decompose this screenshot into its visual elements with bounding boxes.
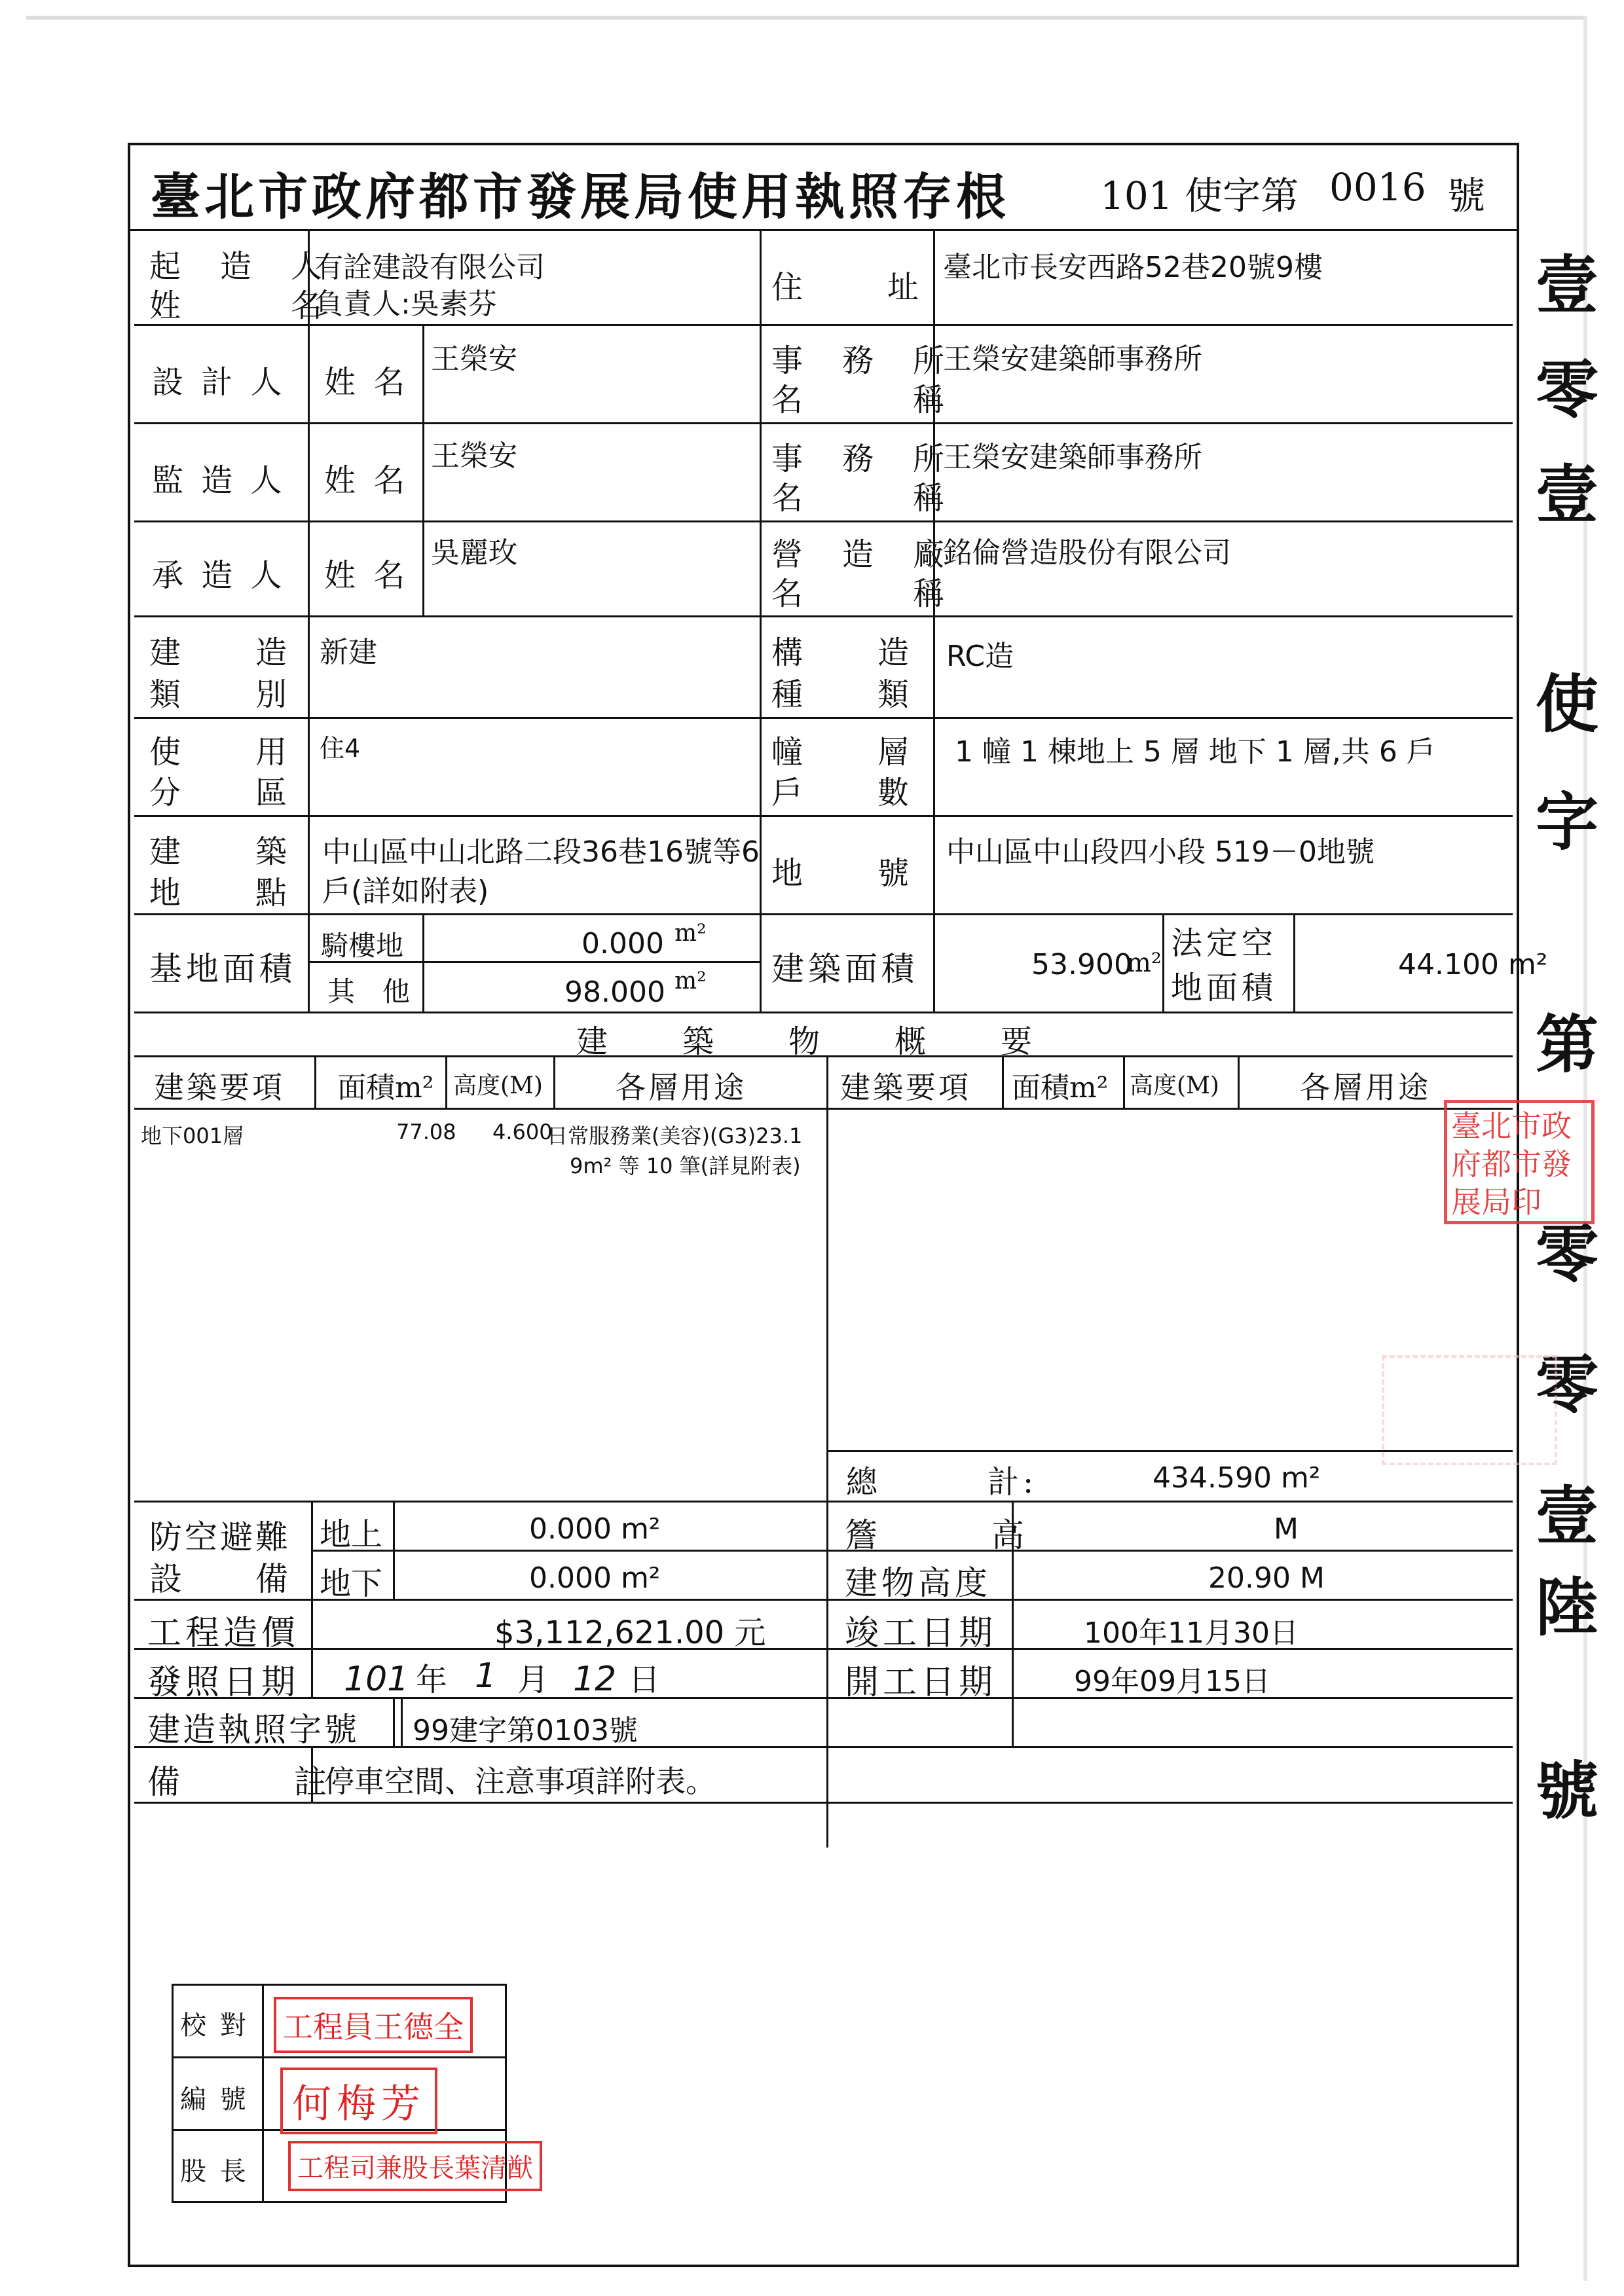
building-area-value: 53.900 — [1031, 948, 1132, 981]
ov-header-item: 建築要項 — [154, 1070, 285, 1105]
arcade-value: 0.000 — [581, 927, 664, 960]
building-height-label: 建物高度 — [845, 1564, 991, 1602]
issue-month: 1 — [475, 1656, 497, 1696]
row-divider — [134, 422, 1513, 424]
issue-label: 發照日期 — [147, 1663, 300, 1702]
sig-col — [262, 1984, 264, 2203]
building-height-value: 20.90 M — [1208, 1561, 1325, 1595]
designer-name-label: 姓 名 — [324, 364, 409, 401]
supervisor-office: 王榮安建築師事務所 — [943, 441, 1202, 474]
official-seal — [1444, 1100, 1595, 1224]
side-char: 零 — [1536, 1217, 1598, 1291]
overview-bottom — [134, 1501, 1513, 1503]
ov-col — [1002, 1055, 1004, 1108]
ov-row-height: 4.600 — [492, 1120, 553, 1144]
sig-row — [172, 2056, 507, 2058]
col-divider-a — [308, 229, 310, 1011]
other-label: 其 他 — [327, 975, 411, 1008]
scan-edge — [26, 16, 1585, 20]
site-area-label: 基地面積 — [149, 950, 296, 988]
issue-bottom — [134, 1697, 1513, 1699]
row-divider — [134, 717, 1513, 719]
side-char: 零 — [1536, 1348, 1598, 1422]
side-char: 陸 — [1536, 1571, 1598, 1645]
total-label: 總 計: — [846, 1464, 1038, 1501]
remarks-bottom — [134, 1802, 1513, 1804]
contractor-name: 吳麗玫 — [431, 536, 517, 570]
permit-col — [401, 1697, 403, 1746]
ov-row-use: 日常服務業(美容)(G3)23.1 — [547, 1123, 803, 1148]
side-char: 使 — [1536, 667, 1598, 741]
ov-row-floor: 地下001層 — [141, 1123, 244, 1148]
overview-divider — [134, 1055, 1513, 1057]
cost-bottom — [134, 1648, 1513, 1650]
other-value: 98.000 — [564, 975, 665, 1009]
contractor-factory: 銘倫營造股份有限公司 — [943, 536, 1231, 570]
ov-col — [553, 1055, 555, 1108]
ov-header-area-right: 面積m² — [1012, 1071, 1109, 1104]
construction-type-label: 建 造 — [149, 634, 291, 671]
row-divider — [134, 615, 1513, 617]
row-divider — [134, 913, 1513, 915]
structure-label: 種 類 — [771, 676, 913, 713]
supervisor-label: 監 造 人 — [152, 462, 286, 499]
faint-seal — [1382, 1355, 1557, 1465]
ov-header-item-right: 建築要項 — [840, 1070, 971, 1105]
owner-address: 臺北市長安西路52巷20號9樓 — [943, 251, 1323, 284]
contractor-label: 承 造 人 — [152, 557, 286, 594]
arcade-unit: m² — [674, 920, 707, 947]
ov-col-mid — [826, 1055, 828, 1501]
start-label: 開工日期 — [845, 1663, 997, 1702]
ov-col — [314, 1055, 316, 1108]
issue-day-unit: 日 — [629, 1662, 665, 1698]
remarks-value: 停車空間、注意事項詳附表。 — [324, 1764, 716, 1799]
sh-col — [826, 1501, 828, 1848]
chief-label: 股 長 — [180, 2157, 249, 2187]
sh-col — [393, 1697, 395, 1746]
ov-col — [445, 1055, 447, 1108]
eave-value: M — [1274, 1512, 1299, 1546]
supervisor-office-label: 名 稱 — [771, 480, 949, 517]
number-label: 編 號 — [180, 2085, 249, 2115]
zone-label: 分 區 — [149, 774, 291, 811]
area-col-open-b — [1293, 913, 1295, 1011]
units-label: 幢 層 — [771, 734, 913, 771]
open-space-label: 地面積 — [1171, 970, 1278, 1006]
structure-label: 構 造 — [771, 634, 913, 671]
side-char: 字 — [1536, 785, 1598, 859]
side-char: 壹 — [1536, 458, 1598, 532]
eave-label: 簷 高 — [845, 1516, 1028, 1554]
permit-number: 0016 — [1329, 165, 1426, 210]
ov-header-height-right: 高度(M) — [1130, 1072, 1219, 1099]
ov-row-area: 77.08 — [396, 1120, 456, 1144]
form-title: 臺北市政府都市發展局使用執照存根 — [151, 168, 1010, 226]
row-divider — [134, 1011, 1513, 1013]
arcade-label: 騎樓地 — [321, 930, 404, 962]
side-char: 壹 — [1536, 248, 1598, 322]
overview-header-divider — [134, 1108, 1513, 1110]
total-value: 434.590 m² — [1153, 1461, 1321, 1495]
permit-value: 99建字第0103號 — [413, 1714, 638, 1747]
address-label-b: 址 — [887, 269, 923, 306]
issue-day: 12 — [573, 1660, 617, 1699]
overview-title: 建 築 物 概 要 — [576, 1023, 1037, 1060]
shelter-above-label: 地上 — [320, 1516, 383, 1553]
col-divider-name — [422, 324, 424, 615]
location-label: 建 築 — [149, 833, 291, 870]
shelter-label: 設 備 — [149, 1560, 291, 1598]
supervisor-office-label: 事 務 所 — [771, 441, 949, 477]
owner-label-name: 姓 名 — [149, 287, 327, 324]
owner-company: 有詮建設有限公司 — [314, 251, 545, 284]
construction-type-label: 類 別 — [149, 676, 291, 713]
structure-type: RC造 — [946, 640, 1014, 673]
designer-office-label: 名 稱 — [771, 382, 949, 418]
remarks-label: 備 註 — [147, 1763, 331, 1801]
location-value-1: 中山區中山北路二段36巷16號等6 — [322, 835, 760, 869]
open-space-label: 法定空 — [1171, 925, 1278, 962]
units-value: 1 幢 1 棟地上 5 層 地下 1 層,共 6 戶 — [955, 735, 1435, 769]
row-divider — [134, 520, 1513, 522]
permit-label: 建造執照字號 — [147, 1711, 360, 1749]
ov-row-use-cont: 9m² 等 10 筆(詳見附表) — [570, 1154, 801, 1178]
ov-header-use: 各層用途 — [616, 1070, 747, 1105]
row-divider — [134, 324, 1513, 326]
cost-label: 工程造價 — [147, 1614, 300, 1653]
ov-col — [1238, 1055, 1240, 1108]
permit-number-suffix: 號 — [1447, 173, 1486, 218]
ov-header-height: 高度(M) — [453, 1072, 543, 1099]
shelter-above-value: 0.000 m² — [529, 1512, 661, 1546]
address-label-a: 住 — [771, 269, 807, 306]
side-char: 壹 — [1536, 1479, 1598, 1553]
side-char: 號 — [1536, 1754, 1598, 1828]
building-area-unit: m² — [1126, 948, 1162, 978]
permit-number-prefix: 101 使字第 — [1100, 173, 1299, 218]
chief-stamp: 工程司兼股長葉清猷 — [288, 2141, 542, 2191]
issue-year-unit: 年 — [416, 1662, 452, 1698]
cost-value: $3,112,621.00 元 — [494, 1614, 766, 1651]
contractor-factory-label: 名 稱 — [771, 575, 949, 612]
complete-value: 100年11月30日 — [1084, 1616, 1299, 1650]
lot-value: 中山區中山段四小段 519－0地號 — [946, 835, 1375, 869]
zone-value: 住4 — [320, 734, 361, 763]
designer-office-label: 事 務 所 — [771, 342, 949, 379]
shelter-below-value: 0.000 m² — [529, 1561, 661, 1595]
owner-label: 起 造 人 — [149, 248, 327, 285]
issue-year: 101 — [344, 1660, 409, 1699]
seal-text: 臺北市政府都市發展局印 — [1451, 1108, 1572, 1220]
area-col-open — [1162, 913, 1164, 1011]
building-area-label: 建築面積 — [771, 950, 918, 988]
owner-representative: 負責人:吳素芬 — [314, 287, 497, 321]
start-value: 99年09月15日 — [1074, 1665, 1270, 1698]
check-label: 校 對 — [180, 2011, 249, 2041]
contractor-name-label: 姓 名 — [324, 557, 409, 594]
contractor-factory-label: 營 造 廠 — [771, 536, 949, 573]
header-divider — [128, 229, 1519, 231]
supervisor-name-label: 姓 名 — [324, 462, 409, 499]
lot-label: 地 號 — [771, 855, 913, 892]
ov-header-use-right: 各層用途 — [1300, 1070, 1431, 1105]
ov-col — [1123, 1055, 1125, 1108]
designer-name: 王榮安 — [431, 342, 517, 376]
row-divider — [134, 815, 1513, 817]
construction-type: 新建 — [320, 636, 377, 669]
designer-office: 王榮安建築師事務所 — [943, 342, 1202, 376]
open-space-value: 44.100 m² — [1398, 948, 1548, 981]
shelter-below-label: 地下 — [320, 1565, 383, 1602]
location-label: 地 點 — [149, 875, 291, 911]
col-divider-b — [760, 229, 762, 1011]
side-char: 第 — [1536, 1008, 1598, 1082]
units-label: 戶 數 — [771, 774, 913, 811]
check-stamp: 工程員王德全 — [274, 1997, 473, 2053]
complete-label: 竣工日期 — [845, 1614, 997, 1653]
number-stamp: 何梅芳 — [280, 2068, 437, 2134]
side-char: 零 — [1536, 353, 1598, 427]
ov-header-area: 面積m² — [337, 1071, 434, 1104]
zone-label: 使 用 — [149, 734, 291, 771]
shelter-label: 防空避難 — [149, 1518, 291, 1556]
designer-label: 設 計 人 — [152, 364, 286, 401]
other-unit: m² — [674, 968, 707, 994]
supervisor-name: 王榮安 — [431, 439, 517, 473]
location-value-2: 戶(詳如附表) — [322, 875, 489, 908]
issue-month-unit: 月 — [517, 1662, 553, 1698]
